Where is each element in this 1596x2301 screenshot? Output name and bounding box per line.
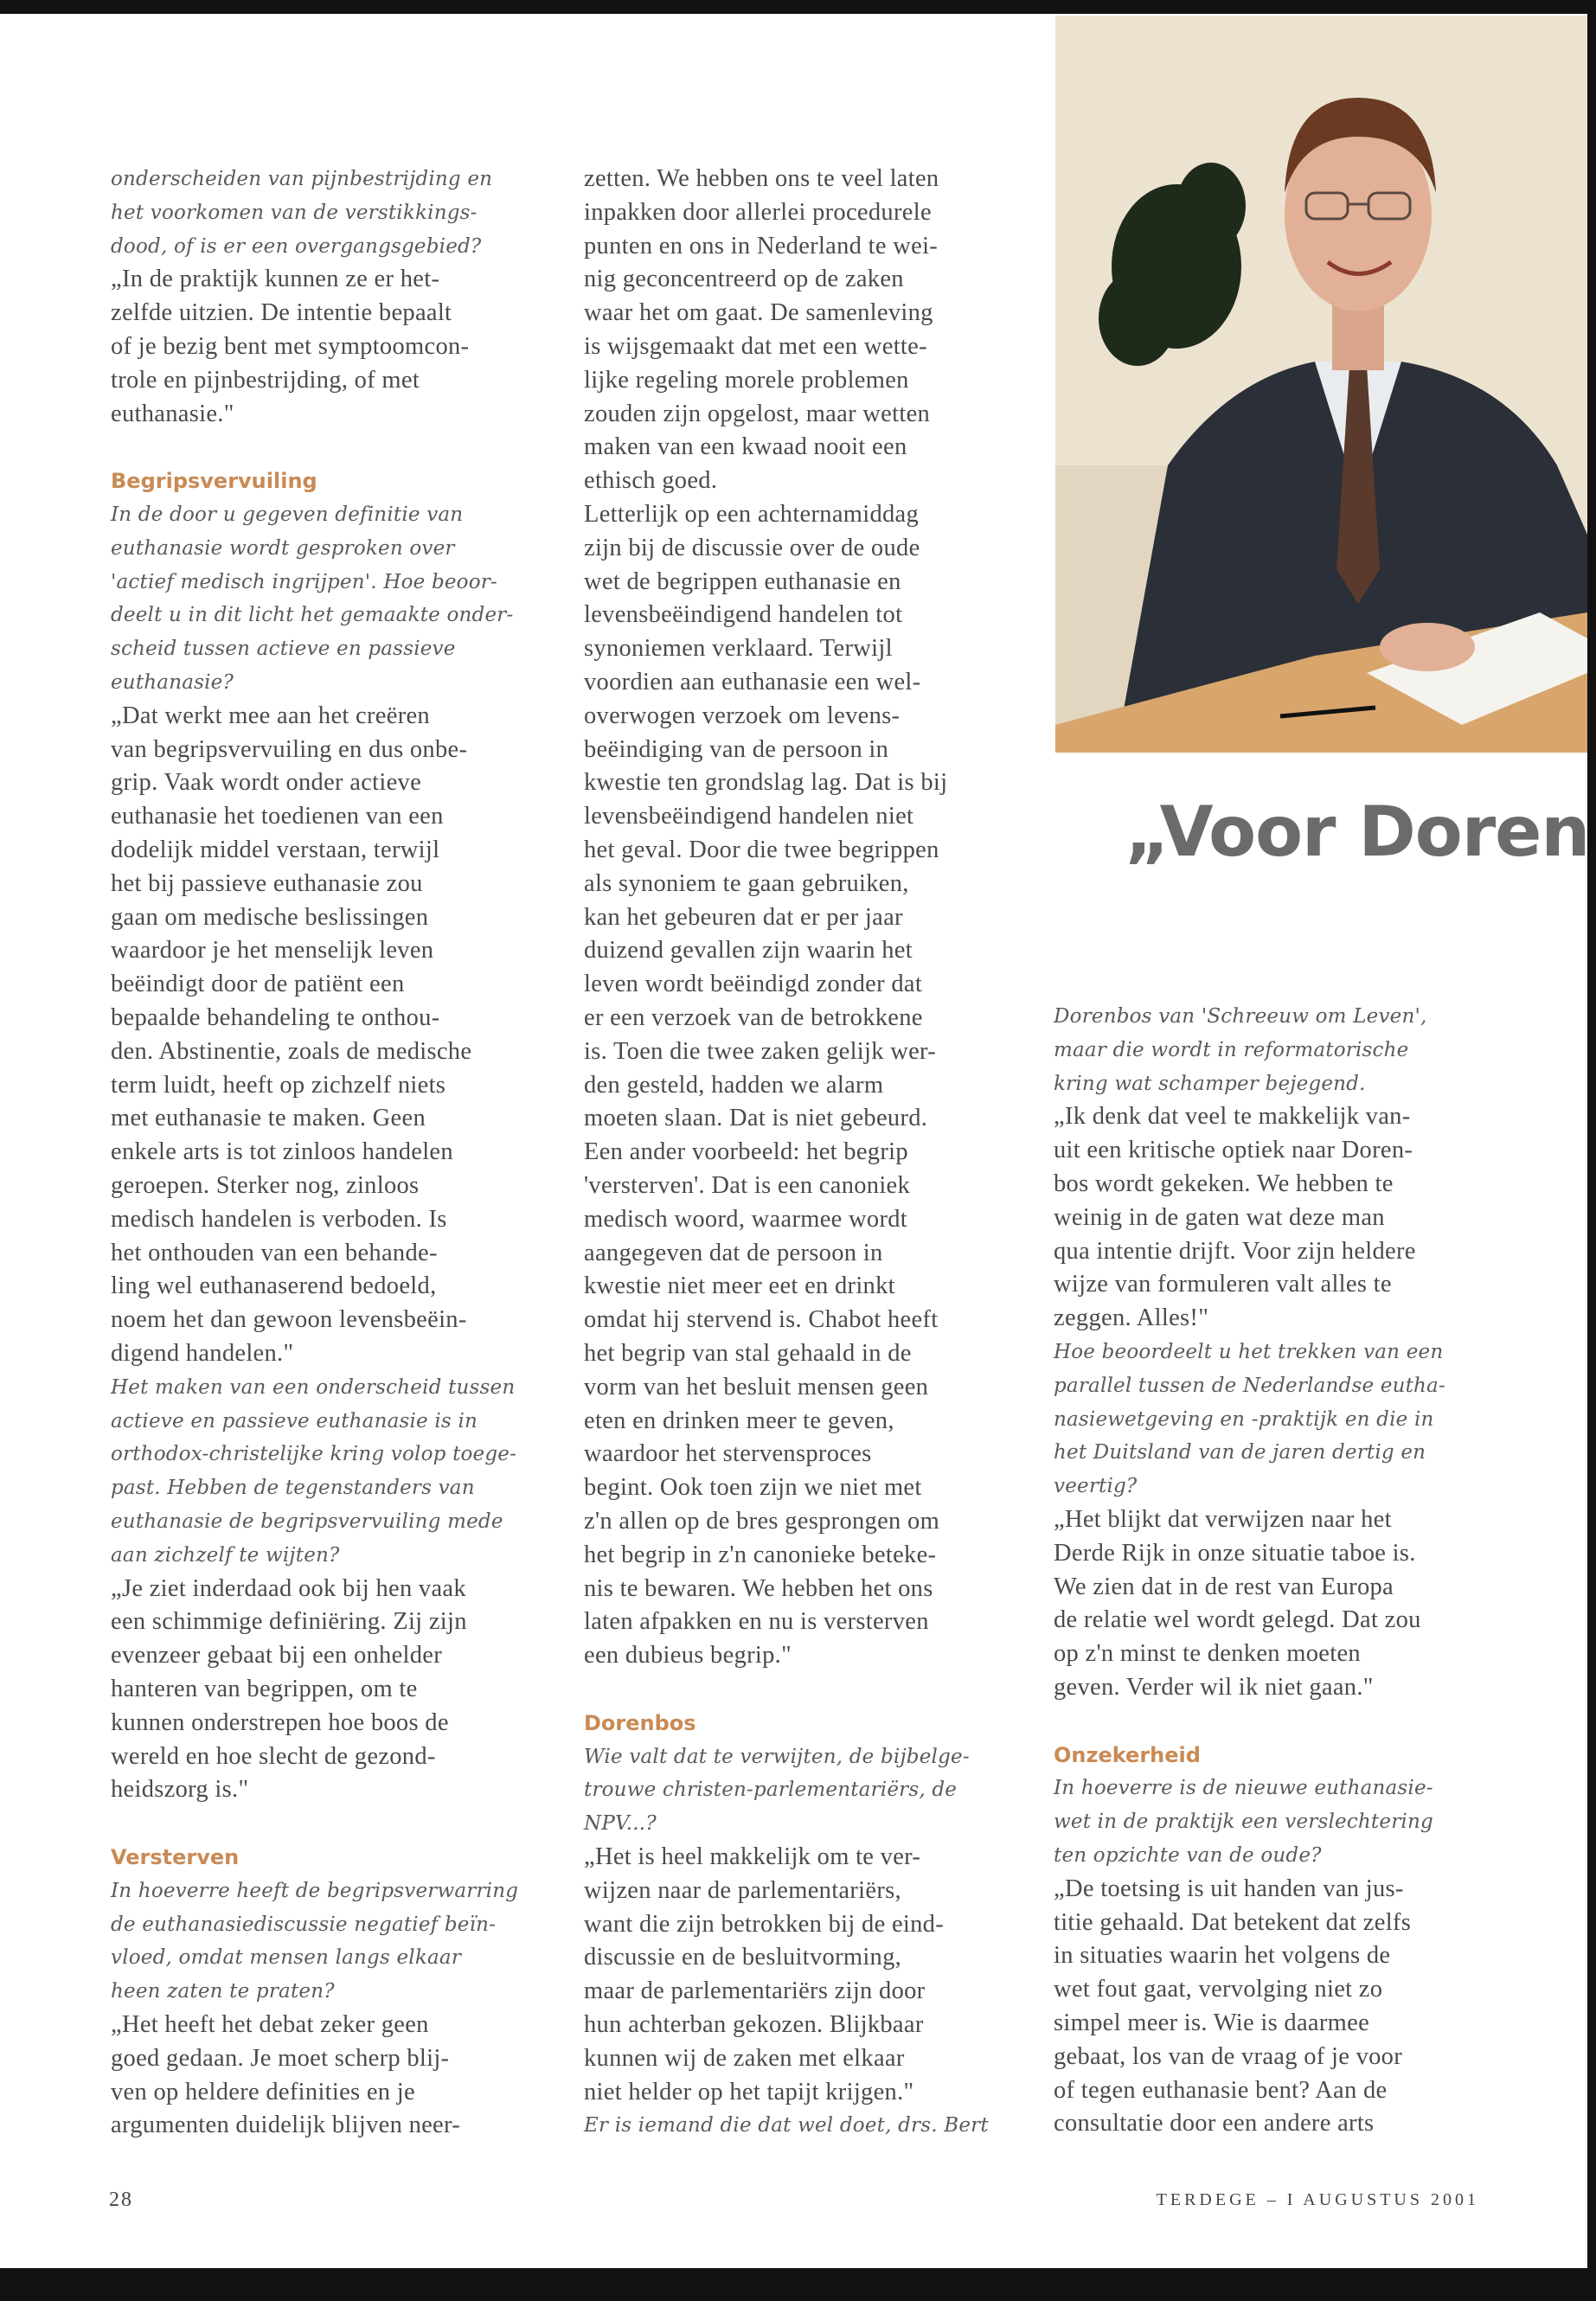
question-line: In hoeverre heeft de begripsverwarring [111,1879,519,1902]
answer-line: synoniemen verklaard. Terwijl [584,635,893,663]
answer-line: in situaties waarin het volgens de [1054,1942,1391,1970]
answer-line: z'n allen op de bres gesprongen om [584,1508,940,1535]
answer-line: den gesteld, hadden we alarm [584,1071,884,1099]
answer-line: uit een kritische optiek naar Doren- [1054,1137,1413,1164]
answer-line: „Je ziet inderdaad ook bij hen vaak [111,1574,466,1602]
answer-line: Een ander voorbeeld: het begrip [584,1138,908,1166]
question-line: euthanasie wordt gesproken over [111,536,455,560]
answer-line: gebaat, los van de vraag of je voor [1054,2042,1403,2070]
answer-line: qua intentie drijft. Voor zijn heldere [1054,1237,1416,1265]
answer-line: „In de praktijk kunnen ze er het- [111,266,440,293]
answer-line: het geval. Door die twee begrippen [584,836,939,863]
question-line: dood, of is er een overgangsgebied? [111,234,482,258]
scan-border-top [0,0,1596,14]
question-line: scheid tussen actieve en passieve [111,638,456,661]
answer-line: wet de begrippen euthanasie en [584,567,901,595]
answer-line: 'versterven'. Dat is een canoniek [584,1172,911,1199]
answer-line: levensbeëindigend handelen niet [584,803,914,830]
answer-line: evenzeer gebaat bij een onhelder [111,1642,443,1670]
answer-line: leven wordt beëindigd zonder dat [584,971,923,998]
answer-line: waardoor je het menselijk leven [111,937,434,965]
answer-line: „Het blijkt dat verwijzen naar het [1054,1506,1392,1533]
answer-line: want die zijn betrokken bij de eind- [584,1910,945,1938]
answer-line: weinig in de gaten wat deze man [1054,1203,1385,1231]
answer-line: kunnen onderstrepen hoe boos de [111,1708,449,1736]
answer-line: maar de parlementariërs zijn door [584,1977,926,2005]
answer-line: beëindigt door de patiënt een [111,971,405,998]
answer-line: discussie en de besluitvorming, [584,1944,902,1971]
answer-line: zetten. We hebben ons te veel laten [584,165,939,192]
section-heading: Dorenbos [584,1710,696,1735]
answer-line: kwestie ten grondslag lag. Dat is bij [584,769,948,797]
answer-line: wijzen naar de parlementariërs, [584,1876,901,1904]
answer-line: geven. Verder wil ik niet gaan." [1054,1674,1374,1701]
question-line: vloed, omdat mensen langs elkaar [111,1946,462,1970]
answer-line: hanteren van begrippen, om te [111,1676,418,1702]
answer-line: begint. Ook toen zijn we niet met [584,1474,922,1502]
question-line: wet in de praktijk een verslechtering [1054,1811,1433,1834]
answer-line: omdat hij stervend is. Chabot heeft [584,1306,939,1334]
question-line: de euthanasiediscussie negatief beïn- [111,1913,497,1936]
question-line: NPV...? [584,1812,657,1836]
answer-line: bos wordt gekeken. We hebben te [1054,1170,1394,1197]
question-line: 'actief medisch ingrijpen'. Hoe beoor- [111,570,497,593]
answer-line: „Het heeft het debat zeker geen [111,2011,429,2038]
answer-line: wijze van formuleren valt alles te [1054,1271,1392,1298]
scan-border-right [1587,0,1596,2301]
question-line: Dorenbos van 'Schreeuw om Leven', [1054,1005,1427,1028]
answer-line: wet fout gaat, vervolging niet zo [1054,1976,1383,2003]
answer-line: medisch woord, waarmee wordt [584,1205,908,1233]
answer-line: het bij passieve euthanasie zou [111,869,423,897]
answer-line: is. Toen die twee zaken gelijk wer- [584,1037,937,1065]
answer-line: het begrip in z'n canonieke beteke- [584,1541,937,1568]
answer-line: ethisch goed. [584,467,718,495]
answer-line: simpel meer is. Wie is daarmee [1054,2009,1370,2036]
answer-line: het onthouden van een behande- [111,1239,438,1266]
answer-line: gaan om medische beslissingen [111,903,429,931]
answer-line: „Het is heel makkelijk om te ver- [584,1843,921,1870]
answer-line: waar het om gaat. De samenleving [584,299,933,327]
answer-line: van begripsvervuiling en dus onbe- [111,735,468,763]
answer-line: niet helder op het tapijt krijgen." [584,2078,914,2106]
question-line: Wie valt dat te verwijten, de bijbelge- [584,1745,970,1768]
answer-line: nig geconcentreerd op de zaken [584,266,904,293]
answer-line: punten en ons in Nederland te wei- [584,232,939,260]
answer-line: term luidt, heeft op zichzelf niets [111,1071,446,1099]
answer-line: levensbeëindigend handelen tot [584,601,903,629]
section-heading: Versterven [111,1845,240,1869]
question-line: ten opzichte van de oude? [1054,1844,1322,1867]
portrait-illustration [1055,16,1587,753]
answer-line: geroepen. Sterker nog, zinloos [111,1172,420,1199]
section-heading: Begripsvervuiling [111,469,317,494]
answer-line: ling wel euthanaserend bedoeld, [111,1272,437,1300]
answer-line: ven op heldere definities en je [111,2078,415,2106]
question-line: past. Hebben de tegenstanders van [111,1477,475,1500]
question-line: euthanasie? [111,671,234,694]
answer-line: kwestie niet meer eet en drinkt [584,1272,895,1300]
answer-line: de relatie wel wordt gelegd. Dat zou [1054,1606,1421,1634]
answer-line: met euthanasie te maken. Geen [111,1105,426,1132]
answer-line: den. Abstinentie, zoals de medische [111,1037,472,1065]
answer-line: of je bezig bent met symptoomcon- [111,333,470,360]
question-line: nasiewetgeving en -praktijk en die in [1054,1407,1434,1431]
answer-line: euthanasie het toedienen van een [111,803,444,830]
question-line: aan zichzelf te wijten? [111,1543,340,1567]
answer-line: kan het gebeuren dat er per jaar [584,903,903,931]
question-line: Het maken van een onderscheid tussen [111,1375,516,1399]
answer-line: Derde Rijk in onze situatie taboe is. [1054,1539,1416,1567]
question-line: parallel tussen de Nederlandse eutha- [1054,1374,1445,1397]
question-line: actieve en passieve euthanasie is in [111,1409,478,1433]
answer-line: digend handelen." [111,1340,294,1367]
answer-line: noem het dan gewoon levensbeëin- [111,1306,467,1334]
answer-line: zijn bij de discussie over de oude [584,534,920,561]
answer-line: maken van een kwaad nooit een [584,433,907,461]
question-line: het Duitsland van de jaren dertig en [1054,1441,1426,1465]
answer-line: medisch handelen is verboden. Is [111,1205,447,1233]
question-line: maar die wordt in reformatorische [1054,1038,1409,1061]
question-line: orthodox-christelijke kring volop toege- [111,1443,517,1466]
answer-line: op z'n minst te denken moeten [1054,1640,1361,1668]
answer-line: zelfde uitzien. De intentie bepaalt [111,299,452,327]
answer-line: inpakken door allerlei procedurele [584,198,932,226]
portrait-photo [1055,16,1587,753]
answer-line: als synoniem te gaan gebruiken, [584,869,909,897]
question-line: trouwe christen-parlementariërs, de [584,1779,958,1802]
answer-line: zouden zijn opgelost, maar wetten [584,400,931,427]
answer-line: Letterlijk op een achternamiddag [584,501,920,528]
answer-line: We zien dat in de rest van Europa [1054,1573,1394,1600]
answer-line: een schimmige definiëring. Zij zijn [111,1608,467,1636]
question-line: kring wat schamper bejegend. [1054,1072,1366,1095]
answer-line: dodelijk middel verstaan, terwijl [111,836,440,863]
answer-line: of tegen euthanasie bent? Aan de [1054,2076,1388,2104]
answer-line: duizend gevallen zijn waarin het [584,937,913,965]
question-line: onderscheiden van pijnbestrijding en [111,168,493,190]
answer-line: overwogen verzoek om levens- [584,702,901,729]
question-line: In hoeverre is de nieuwe euthanasie- [1054,1777,1433,1800]
question-line: heen zaten te praten? [111,1980,335,2003]
question-line: In de door u gegeven definitie van [111,503,464,526]
answer-line: voordien aan euthanasie een wel- [584,669,921,695]
answer-line: grip. Vaak wordt onder actieve [111,769,422,797]
answer-line: bepaalde behandeling te onthou- [111,1004,440,1031]
section-heading: Onzekerheid [1054,1742,1201,1767]
question-line: het voorkomen van de verstikkings- [111,201,478,224]
answer-line: aangegeven dat de persoon in [584,1239,883,1266]
answer-line: zeggen. Alles!" [1054,1304,1209,1332]
answer-line: beëindiging van de persoon in [584,735,889,763]
answer-line: trole en pijnbestrijding, of met [111,366,420,394]
answer-line: heidszorg is." [111,1776,249,1804]
answer-line: moeten slaan. Dat is niet gebeurd. [584,1105,928,1132]
answer-line: er een verzoek van de betrokkene [584,1004,923,1031]
answer-line: wereld en hoe slecht de gezond- [111,1742,436,1770]
page-number: 28 [109,2189,133,2211]
answer-line: consultatie door een andere arts [1054,2110,1375,2138]
answer-line: kunnen wij de zaken met elkaar [584,2044,905,2072]
question-line: veertig? [1054,1475,1138,1498]
question-line: euthanasie de begripsvervuiling mede [111,1510,503,1533]
answer-line: nis te bewaren. We hebben het ons [584,1574,933,1602]
answer-line: enkele arts is tot zinloos handelen [111,1138,453,1166]
headline: „Voor Doren [1125,792,1590,872]
answer-line: is wijsgemaakt dat met een wette- [584,333,927,360]
question-line: Hoe beoordeelt u het trekken van een [1054,1341,1444,1363]
answer-line: argumenten duidelijk blijven neer- [111,2112,461,2139]
magazine-footer: TERDEGE – I AUGUSTUS 2001 [1156,2190,1479,2209]
answer-line: eten en drinken meer te geven, [584,1407,894,1434]
answer-line: „Dat werkt mee aan het creëren [111,702,430,729]
answer-line: titie gehaald. Dat betekent dat zelfs [1054,1908,1412,1936]
answer-line: een dubieus begrip." [584,1642,792,1670]
answer-line: goed gedaan. Je moet scherp blij- [111,2044,450,2072]
answer-line: lijke regeling morele problemen [584,366,909,394]
answer-line: hun achterban gekozen. Blijkbaar [584,2011,924,2038]
scan-border-bottom [0,2268,1596,2301]
answer-line: vorm van het besluit mensen geen [584,1373,929,1400]
answer-line: laten afpakken en nu is versterven [584,1608,929,1636]
answer-line: waardoor het stervensproces [584,1440,872,1468]
question-line: deelt u in dit licht het gemaakte onder- [111,604,514,627]
answer-line: „De toetsing is uit handen van jus- [1054,1875,1404,1902]
answer-line: „Ik denk dat veel te makkelijk van- [1054,1103,1411,1131]
answer-line: het begrip van stal gehaald in de [584,1340,912,1367]
answer-line: euthanasie." [111,400,234,427]
question-line: Er is iemand die dat wel doet, drs. Bert [584,2114,989,2138]
